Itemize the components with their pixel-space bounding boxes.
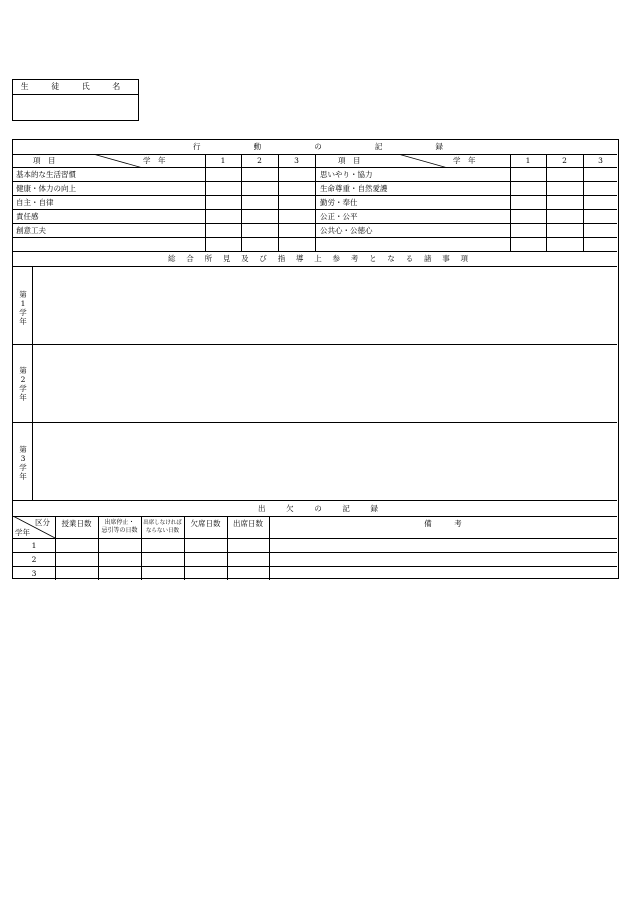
year-2-header-right: 2 bbox=[562, 156, 567, 165]
behavior-item-left: 自主・自律 bbox=[16, 198, 54, 207]
behavior-item-left: 責任感 bbox=[16, 212, 39, 221]
col-class-days: 授業日数 bbox=[61, 519, 92, 528]
behavior-title: 行 動 の 記 録 bbox=[193, 142, 443, 151]
attendance-corner-top: 区分 bbox=[35, 518, 50, 527]
year-1-header-right: 1 bbox=[525, 156, 531, 165]
behavior-item-left: 健康・体力の向上 bbox=[16, 184, 76, 193]
behavior-year-header-right: 学 年 bbox=[453, 156, 476, 165]
behavior-item-header-left: 項 目 bbox=[33, 156, 56, 165]
behavior-year-header-left: 学 年 bbox=[143, 156, 166, 165]
year-2-header-left: 2 bbox=[257, 156, 262, 165]
comment-year-3-field[interactable] bbox=[33, 423, 617, 499]
comment-year-1-label: 第 1 学 年 bbox=[19, 290, 27, 326]
student-name-label: 生 徒 氏 名 bbox=[13, 80, 138, 95]
col-absent-days: 欠席日数 bbox=[190, 519, 221, 528]
diagonal-line-right bbox=[398, 154, 448, 168]
comments-title: 総 合 所 見 及 び 指 導 上 参 考 と な る 諸 事 項 bbox=[168, 254, 468, 263]
col-required-days: 出席しなければ ならない日数 bbox=[143, 520, 182, 534]
record-sheet bbox=[12, 139, 619, 579]
behavior-item-header-right: 項 目 bbox=[338, 156, 361, 165]
behavior-item-right: 公共心・公徳心 bbox=[320, 226, 373, 235]
year-3-header-left: 3 bbox=[294, 156, 299, 165]
col-present-days: 出席日数 bbox=[233, 519, 263, 528]
comment-year-2-label: 第 2 学 年 bbox=[19, 366, 27, 402]
student-name-field[interactable] bbox=[13, 95, 138, 121]
attendance-row-year-2: 2 bbox=[31, 555, 37, 564]
attendance-corner-bottom: 学年 bbox=[15, 528, 30, 537]
comment-year-2-field[interactable] bbox=[33, 345, 617, 421]
diagonal-line-left bbox=[93, 154, 143, 168]
comment-year-3-label: 第 3 学 年 bbox=[19, 445, 27, 481]
behavior-item-right: 公正・公平 bbox=[320, 212, 358, 221]
year-1-header-left: 1 bbox=[220, 156, 226, 165]
year-3-header-right: 3 bbox=[598, 156, 603, 165]
behavior-item-left: 創意工夫 bbox=[16, 226, 46, 235]
attendance-title: 出 欠 の 記 録 bbox=[258, 504, 378, 513]
behavior-item-right: 生命尊重・自然愛護 bbox=[320, 184, 388, 193]
attendance-row-year-1: 1 bbox=[31, 541, 37, 550]
behavior-item-right: 勤労・奉仕 bbox=[320, 198, 358, 207]
behavior-item-right: 思いやり・協力 bbox=[320, 170, 373, 179]
col-suspension-days: 出席停止・ 忌引等の日数 bbox=[101, 519, 138, 534]
comment-year-1-field[interactable] bbox=[33, 267, 617, 343]
col-remarks: 備 考 bbox=[424, 519, 462, 528]
student-name-box bbox=[12, 79, 139, 121]
behavior-item-left: 基本的な生活習慣 bbox=[16, 170, 76, 179]
attendance-row-year-3: 3 bbox=[31, 569, 37, 578]
